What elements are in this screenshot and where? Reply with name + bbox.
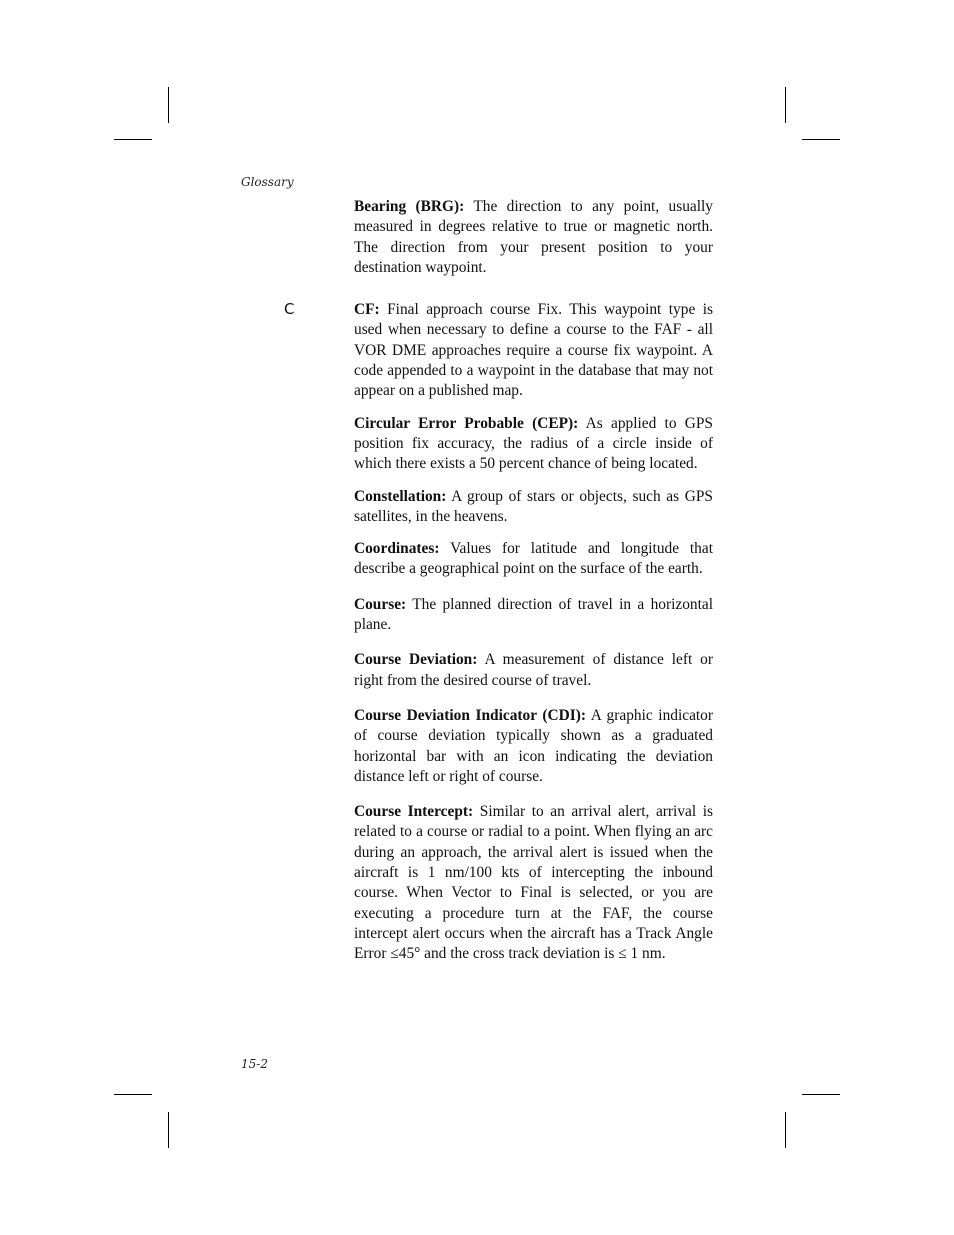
entry-term: Course Intercept:: [354, 803, 474, 821]
entry-term: Bearing (BRG):: [354, 198, 465, 215]
running-head: Glossary: [241, 175, 294, 189]
section-letter: C: [284, 300, 295, 318]
entry-definition: A graphic indicator of course deviation typically shown as a graduated horizontal bar with an icon indicating the deviation distance left or right of course.: [354, 706, 713, 785]
entry-definition: Values for latitude and longitude that describe a geographical point on the surface of the earth.: [354, 540, 713, 578]
glossary-entries: [354, 197, 713, 965]
crop-mark: [802, 1094, 840, 1095]
entry-term: CF:: [354, 301, 380, 319]
crop-mark: [114, 139, 152, 140]
glossary-entry-coordinates: [354, 539, 713, 580]
glossary-entry-cep: [354, 414, 713, 475]
entry-definition: A group of stars or objects, such as GPS satellites, in the heavens.: [354, 487, 713, 525]
entry-definition: The direction to any point, usually measured in degrees relative to true or magnetic north. The direction from your present position to your destination waypoint.: [354, 198, 714, 276]
page-number: 15-2: [241, 1057, 268, 1071]
crop-mark: [785, 87, 786, 123]
entry-term: Constellation:: [354, 487, 447, 505]
entry-term: Circular Error Probable (CEP):: [354, 414, 579, 432]
crop-mark: [785, 1112, 786, 1148]
entry-term: Course Deviation Indicator (CDI):: [354, 706, 586, 724]
glossary-entry-constellation: [354, 487, 713, 528]
glossary-entry-cf: [354, 300, 713, 401]
glossary-entry-cdi: [354, 706, 713, 787]
glossary-entry-course: [354, 595, 713, 636]
crop-mark: [168, 1112, 169, 1148]
glossary-entry-course-deviation: [354, 650, 713, 691]
entry-definition: As applied to GPS position fix accuracy, the radius of a circle inside of which there exists a 50 percent chance of being located.: [354, 414, 713, 473]
glossary-entry-course-intercept: [354, 802, 713, 964]
entry-definition: Similar to an arrival alert, arrival is related to a course or radial to a point. When flying an arc during an approach, the arrival alert is issued when the aircraft is 1 nm/100 kts of intercepting the inbound course. When Vector to Final is selected, or you are executing a procedure turn at the FAF, the course intercept alert occurs when the aircraft has a Track Angle Error ≤45° and the cross track deviation is ≤ 1 nm.: [354, 803, 713, 963]
entry-definition: Final approach course Fix. This waypoint type is used when necessary to define a course to the FAF - all VOR DME approaches require a course fix waypoint. A code appended to a waypoint in the database that may not appear on a published map.: [354, 301, 713, 400]
entry-definition: The planned direction of travel in a horizontal plane.: [354, 595, 713, 634]
crop-mark: [168, 87, 169, 123]
glossary-entry-bearing: [354, 197, 713, 278]
entry-definition: A measurement of distance left or right from the desired course of travel.: [354, 651, 714, 689]
entry-term: Course Deviation:: [354, 651, 478, 669]
crop-mark: [802, 139, 840, 140]
entry-term: Coordinates:: [354, 540, 440, 558]
entry-term: Course:: [354, 595, 407, 613]
crop-mark: [114, 1094, 152, 1095]
